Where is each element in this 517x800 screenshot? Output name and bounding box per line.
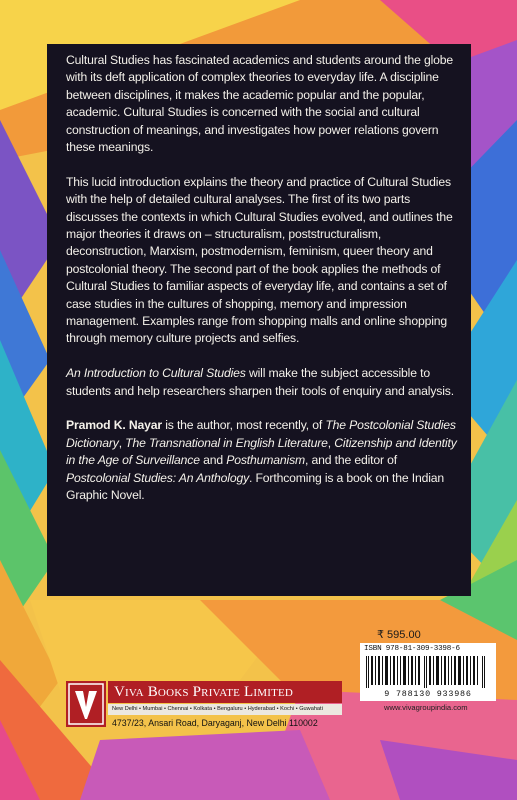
author-bio-text: , — [327, 435, 335, 450]
work-title: Postcolonial Studies: An Anthology — [66, 470, 250, 485]
price: ₹ 595.00 — [377, 629, 421, 641]
publisher-cities: New Delhi • Mumbai • Chennai • Kolkata • Bengaluru • Hyderabad • Kochi • Guwahati — [108, 704, 342, 715]
barcode-box — [360, 643, 496, 701]
author-bio — [66, 417, 458, 504]
publisher-logo — [66, 681, 106, 727]
book-title: An Introduction to Cultural Studies — [66, 366, 246, 381]
publisher-website: www.vivagroupindia.com — [384, 703, 468, 712]
barcode-number: 9 788130 933986 — [384, 689, 472, 699]
isbn: ISBN 978-81-309-3398-6 — [364, 645, 460, 653]
work-title: Citizenship and Identity in the Age of Surveillance — [66, 435, 457, 468]
author-bio-text: . Forthcoming is a book on the Indian Graphic Novel. — [66, 470, 445, 503]
author-bio-text: is the author, most recently, of — [161, 418, 326, 433]
work-title: The Transnational in English Literature — [125, 435, 328, 450]
v-logo-icon — [66, 681, 106, 727]
blurb-paragraph-3 — [66, 365, 458, 400]
blurb-paragraph-1: Cultural Studies has fascinated academics and students around the globe with its deft application of complex theories to everyday life. A discipline between disciplines, it makes the academic popular and the popular, academic. Cultural Studies is concerned with the social and cultural construction of meanings, and investigates how power relations govern these meanings. — [66, 53, 454, 155]
publisher-address: 4737/23, Ansari Road, Daryaganj, New Delhi 110002 — [112, 718, 318, 728]
author-bio-text: and — [199, 453, 227, 468]
publisher-name: Viva Books Private Limited — [108, 681, 342, 703]
publisher-imprint — [66, 681, 342, 735]
author-bio-text: , and the editor of — [305, 453, 398, 468]
blurb-paragraph-2: This lucid introduction explains the theory and practice of Cultural Studies with the help of detailed cultural analyses. The first of its two parts discusses the contexts in which Cultural Studies evolved, and outlines the major theories it draws on – structuralism, poststructuralism, deconstruction, Marxism, postmodernism, feminism, queer theory and postcolonial theory. The second part of the book applies the methods of Cultural Studies to familiar aspects of everyday life, and contains a set of case studies in the cultures of shopping, memory and impression management. Examples range from shopping malls and online shopping through memory culture projects and selfies. — [66, 174, 453, 346]
author-name: Pramod K. Nayar — [66, 418, 162, 433]
blurb-text — [66, 52, 458, 522]
blurb-paragraph-3-text: will make the subject accessible to students and help researchers sharpen their tools of enquiry and analysis. — [66, 366, 454, 398]
author-bio-text: , — [118, 435, 126, 450]
barcode-icon — [364, 656, 492, 688]
work-title: Posthumanism — [226, 453, 306, 468]
work-title: The Postcolonial Studies Dictionary — [66, 418, 456, 450]
